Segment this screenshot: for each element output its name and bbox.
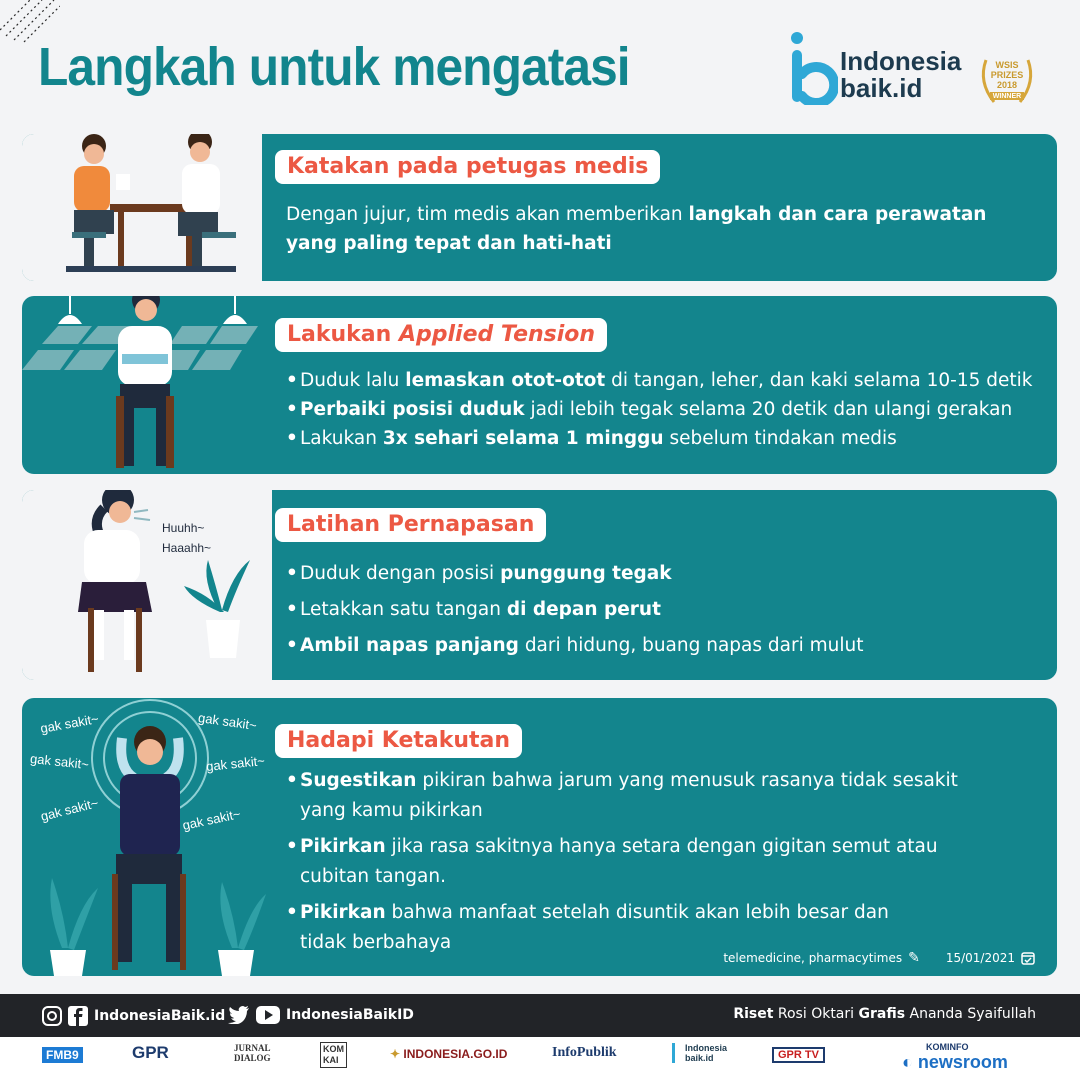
facebook-icon [68,1006,88,1026]
youtube-icon [256,1006,280,1024]
list-item: • Duduk dengan posisi punggung tegak [286,556,863,592]
indonesiabaik-small-logo[interactable]: Indonesia baik.id [672,1043,727,1063]
fmb9-logo[interactable]: FMB9 [42,1047,83,1063]
list-item: • Duduk lalu lemaskan otot-otot di tangan, leher, dan kaki selama 10-15 detik [286,366,1033,395]
section-text-1: Dengan jujur, tim medis akan memberikan langkah dan cara perawatan yang paling tepat dan hati-hati [286,204,987,254]
globe-icon: ◐ [902,1052,913,1072]
indonesia-baik-logo-icon [788,30,838,105]
step-card-3 [22,490,1057,680]
facing-fear-illustration [22,698,272,976]
jurnal-dialog-logo[interactable]: JURNAL DIALOG [234,1043,271,1063]
list-item: • Ambil napas panjang dari hidung, buang napas dari mulut [286,628,863,664]
list-item: • Lakukan 3x sehari selama 1 minggu sebelum tindakan medis [286,424,1033,453]
patient-doctor-illustration [22,134,262,281]
section-heading-4: Hadapi Ketakutan [275,724,522,758]
brand-logo[interactable] [788,30,1048,110]
twitter-icon [228,1006,250,1024]
step-card-4: gak sakit~ gak sakit~ gak sakit~ gak sakit~ gak sakit~ gak sakit~ Hadapi Ketakutan • Sugestikan pikiran bahwa jarum yang menusuk rasanya tidak sesakit yang kamu pikirkan • Pikirkan jika rasa sakitnya hanya setara dengan gigitan semut atau cubitan tangan. • Pikirkan bahwa manfaat setelah disuntik akan lebih besar dan tidak berbahaya telemedicine, pharmacytimes ✎ 15/01/2021 [22,698,1057,976]
applied-tension-illustration [22,296,272,474]
source-info: telemedicine, pharmacytimes ✎ 15/01/2021 [723,950,1035,966]
step-card-2 [22,296,1057,474]
social-twitter-youtube[interactable]: IndonesiaBaikID [228,1006,414,1024]
section-list-3 [286,556,863,664]
section-heading-3: Latihan Pernapasan [275,508,546,542]
kompak-logo[interactable]: KOM KAI [320,1042,347,1068]
kominfo-newsroom-logo[interactable]: KOMINFO ◐ newsroom [902,1042,1008,1072]
social-instagram-facebook[interactable]: IndonesiaBaik.id [42,1006,225,1026]
list-item: • Pikirkan bahwa manfaat setelah disuntik akan lebih besar dan tidak berbahaya [286,898,958,958]
section-list-2 [286,366,1033,453]
credits: Riset Rosi Oktari Grafis Ananda Syaifullah [733,1006,1036,1022]
list-item: • Pikirkan jika rasa sakitnya hanya setara dengan gigitan semut atau cubitan tangan. [286,832,958,892]
list-item: • Perbaiki posisi duduk jadi lebih tegak selama 20 detik dan ulangi gerakan [286,395,1033,424]
list-item: • Letakkan satu tangan di depan perut [286,592,863,628]
gpr-logo[interactable]: GPR [132,1043,169,1062]
gpr-tv-logo[interactable]: GPR TV [772,1047,825,1063]
breathing-illustration [22,490,272,680]
social-footer [0,994,1080,1037]
instagram-icon [42,1006,62,1026]
calendar-icon [1021,951,1035,965]
step-card-1 [22,134,1057,281]
pin-icon: ✎ [908,950,920,966]
section-heading-1: Katakan pada petugas medis [275,150,660,184]
infopublik-logo[interactable]: InfoPublik [552,1045,617,1060]
wsis-award-badge: WSIS PRIZES 2018 WINNER [976,48,1038,110]
brand-name: Indonesia baik.id [840,46,962,103]
partner-logos [0,1037,1080,1075]
indonesia-go-id-logo[interactable]: ✦ INDONESIA.GO.ID [390,1047,508,1061]
list-item: • Sugestikan pikiran bahwa jarum yang menusuk rasanya tidak sesakit yang kamu pikirkan [286,766,958,826]
garuda-icon: ✦ [390,1047,401,1061]
breathing-sounds: Huuhh~ Haaahh~ [162,521,212,555]
page-title: Langkah untuk mengatasi [38,37,630,97]
section-list-4 [286,766,958,958]
section-heading-2: Lakukan Applied Tension [275,318,607,352]
